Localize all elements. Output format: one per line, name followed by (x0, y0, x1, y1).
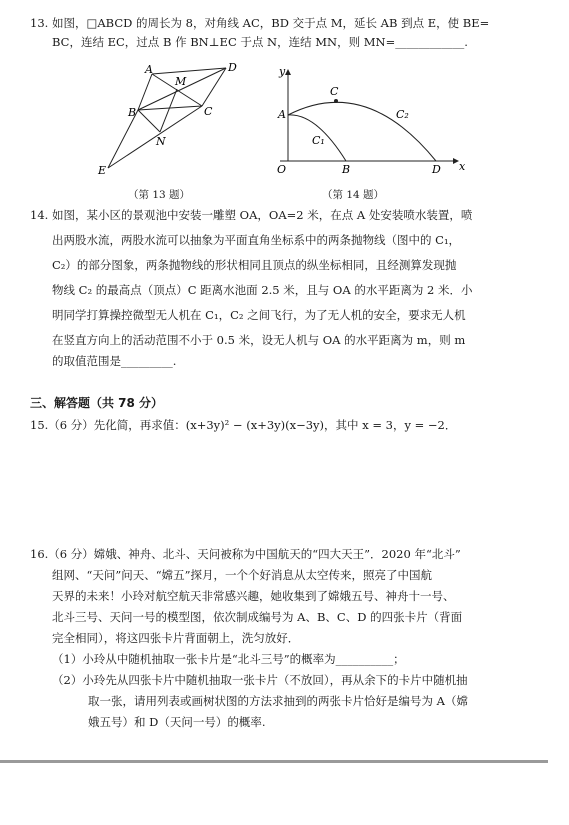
q13-number: 13. (30, 16, 49, 30)
q14 (30, 203, 550, 369)
fig14-label-C2: C₂ (396, 108, 409, 121)
q16-sub2-line: （2）小玲先从四张卡片中随机抽取一张卡片（不放回），再从余下的卡片中随机抽 (52, 673, 468, 687)
q14-line: 的取值范围是_________. (52, 354, 177, 368)
q16-line: 天界的未来！小玲对航空航天非常感兴趣，她收集到了嫦娥五号、神舟十一号、 (52, 589, 455, 603)
q14-line: 明同学打算操控微型无人机在 C₁，C₂ 之间飞行，为了无人机的安全，要求无人机 (52, 308, 466, 322)
figure-14 (268, 58, 468, 178)
q16 (30, 544, 550, 733)
fig13-label-C: C (204, 105, 213, 118)
q16-sub1: （1）小玲从中随机抽取一张卡片是“北斗三号”的概率为__________； (52, 652, 405, 666)
fig14-label-B: B (342, 163, 351, 176)
fig13-label-A: A (145, 63, 153, 76)
fig14-label-y: y (279, 65, 286, 78)
fig14-label-C: C (330, 85, 339, 98)
q14-line: 物线 C₂ 的最高点（顶点）C 距离水池面 2.5 米，且与 OA 的水平距离为 2 米．小 (52, 283, 473, 297)
fig14-label-C1: C₁ (312, 134, 325, 147)
q15: 15.（6 分）先化简，再求值：(x+3y)² − (x+3y)(x−3y)，其中 x = 3，y = −2． (30, 418, 457, 432)
fig14-label-O: O (277, 163, 287, 176)
q16-sub2-line: 娥五号）和 D（天问一号）的概率. (88, 715, 266, 729)
q14-number: 14. (30, 208, 49, 222)
q16-line: 完全相同），将这四张卡片背面朝上，洗匀放好． (52, 631, 300, 645)
q16-line: 组网、“天问”问天、“嫦五”探月，一个个好消息从太空传来，照亮了中国航 (52, 568, 433, 582)
fig14-label-x: x (459, 160, 466, 173)
fig14-label-D: D (432, 163, 441, 176)
section-heading: 三、解答题（共 78 分） (30, 396, 164, 410)
q16-sub2-line: 取一张，请用列表或画树状图的方法求抽到的两张卡片恰好是编号为 A（嫦 (88, 694, 468, 708)
fig13-label-M: M (175, 75, 187, 88)
q14-line: C₂）的部分图象，两条抛物线的形状相同且顶点的纵坐标相同，且经测算发现抛 (52, 258, 457, 272)
q16-line: 北斗三号、天问一号的模型图，依次制成编号为 A、B、C、D 的四张卡片（背面 (52, 610, 463, 624)
fig13-caption: （第 13 题） (128, 189, 191, 201)
q14-line: 在竖直方向上的活动范围不小于 0.5 米，设无人机与 OA 的水平距离为 m，则 m (52, 333, 466, 347)
q13-line2: BC，连结 EC，过点 B 作 BN⊥EC 于点 N，连结 MN，则 MN=____________. (52, 35, 468, 49)
footer-divider (0, 760, 548, 763)
fig13-label-N: N (156, 135, 166, 148)
fig14-caption: （第 14 题） (322, 189, 385, 201)
q13-line1: 如图，□ABCD 的周长为 8，对角线 AC，BD 交于点 M，延长 AB 到点 E，使 BE= (52, 16, 490, 30)
fig13-label-B: B (128, 106, 137, 119)
q14-line: 出两股水流，两股水流可以抽象为平面直角坐标系中的两条抛物线（图中的 C₁， (52, 233, 461, 247)
fig13-label-E: E (98, 164, 107, 177)
fig14-label-A: A (278, 108, 286, 121)
q13 (30, 14, 550, 52)
q14-line: 如图，某小区的景观池中安装一雕塑 OA，OA=2 米，在点 A 处安装喷水装置，喷 (52, 208, 473, 222)
q16-line: 16.（6 分）嫦娥、神舟、北斗、天问被称为中国航天的“四大天王”．2020 年“北斗” (30, 547, 461, 561)
fig13-label-D: D (228, 61, 237, 74)
figure-13 (90, 60, 250, 180)
